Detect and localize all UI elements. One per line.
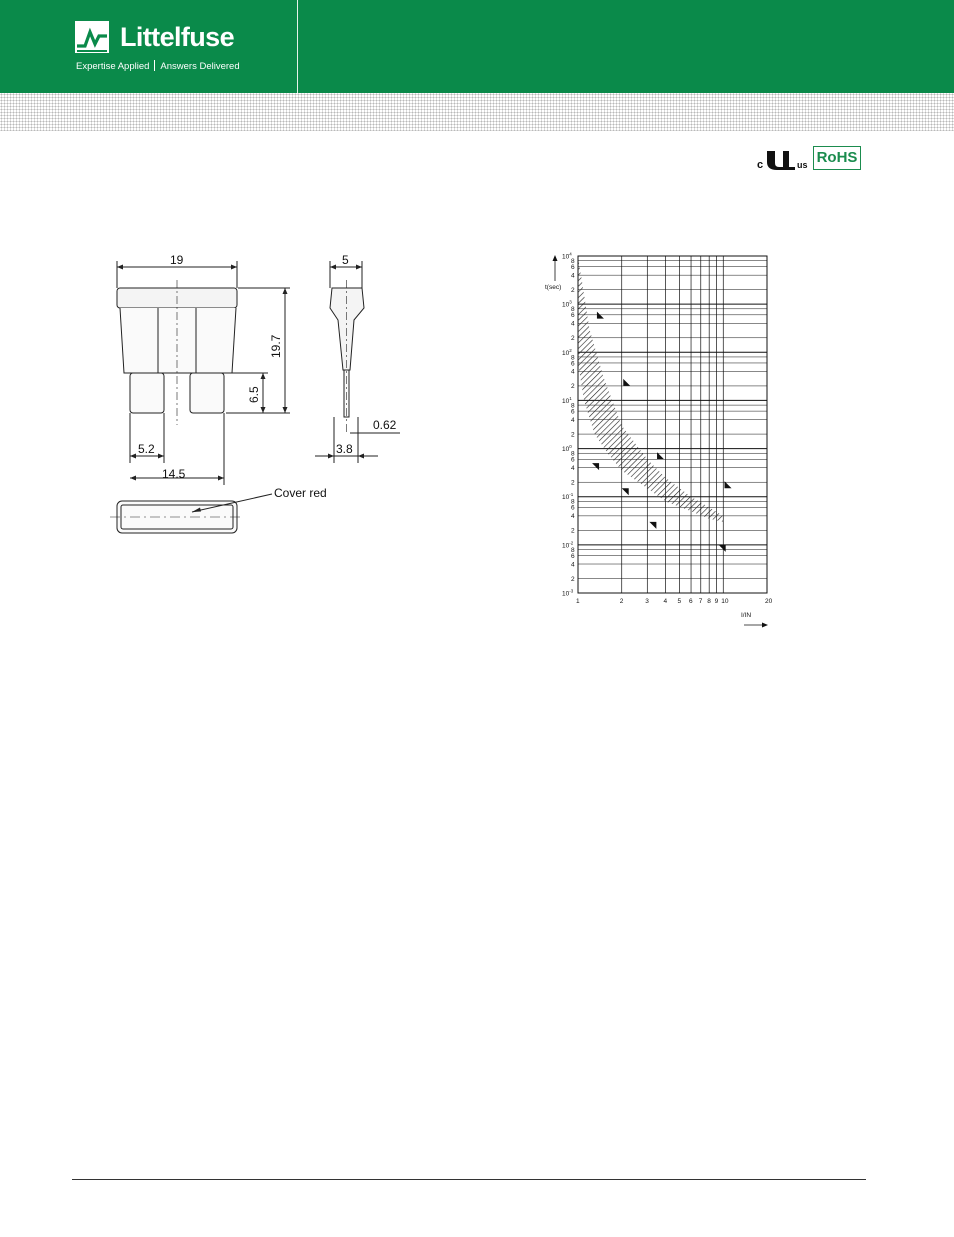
- time-current-chart: [540, 245, 780, 635]
- y-minor-label: 6: [571, 456, 575, 464]
- dim-body-depth-label: 3.8: [336, 442, 353, 456]
- fuse-blade-right: [190, 373, 224, 413]
- footer-rule: [72, 1179, 866, 1180]
- dot-pattern-band: [0, 93, 954, 131]
- y-minor-label: 8: [571, 450, 575, 458]
- dim-blade-width-label: 5.2: [138, 442, 155, 456]
- y-decade-label: $10^4$: [562, 251, 572, 261]
- y-minor-label: 4: [571, 272, 575, 280]
- header-divider: [297, 0, 298, 93]
- y-minor-label: 8: [571, 354, 575, 362]
- y-minor-label: 6: [571, 504, 575, 512]
- y-minor-label: 6: [571, 552, 575, 560]
- y-decade-label: $10^{-1}$: [562, 492, 574, 502]
- y-minor-label: 2: [571, 527, 575, 535]
- y-minor-label: 4: [571, 368, 575, 376]
- ul-us-text: us: [797, 160, 808, 170]
- y-minor-label: 8: [571, 498, 575, 506]
- y-decade-label: $10^3$: [562, 299, 572, 309]
- fuse-side-body: [330, 288, 364, 370]
- tagline: [76, 60, 240, 72]
- fuse-marker: [597, 312, 604, 319]
- y-minor-label: 2: [571, 383, 575, 391]
- tagline-left: Expertise Applied: [76, 61, 150, 72]
- fuse-marker: [592, 463, 599, 470]
- y-minor-label: 2: [571, 286, 575, 294]
- y-minor-label: 6: [571, 408, 575, 416]
- x-tick-label: 20: [765, 598, 773, 605]
- x-tick-label: 10: [721, 598, 729, 605]
- y-decade-label: $10^2$: [562, 347, 572, 357]
- y-minor-label: 2: [571, 335, 575, 343]
- fuse-blade-left: [130, 373, 164, 413]
- x-tick-label: 8: [707, 598, 711, 605]
- y-decade-label: $10^{-3}$: [562, 588, 574, 598]
- y-decade-label: $10^0$: [562, 444, 572, 454]
- y-minor-label: 8: [571, 306, 575, 314]
- fuse-front-housing: [120, 308, 236, 373]
- x-tick-label: 4: [663, 598, 668, 605]
- y-minor-label: 2: [571, 575, 575, 583]
- y-minor-label: 6: [571, 263, 575, 271]
- y-minor-label: 4: [571, 561, 575, 569]
- y-minor-label: 6: [571, 360, 575, 368]
- y-minor-label: 4: [571, 465, 575, 473]
- cover-red-label: Cover red: [274, 486, 327, 500]
- tagline-separator: [154, 60, 155, 71]
- x-tick-label: 7: [698, 598, 703, 605]
- fuse-marker: [649, 522, 656, 529]
- dim-height-label: 19.7: [269, 334, 283, 358]
- x-tick-label: 6: [689, 598, 693, 605]
- x-tick-label: 3: [645, 598, 649, 605]
- fuse-marker: [623, 379, 630, 386]
- y-minor-label: 2: [571, 431, 575, 439]
- fuse-marker: [719, 545, 726, 552]
- y-decade-label: $10^{-2}$: [562, 540, 574, 550]
- header-band: [0, 0, 954, 93]
- rohs-badge: RoHS: [813, 146, 861, 170]
- x-tick-label: 9: [714, 598, 719, 605]
- x-tick-label: 5: [677, 598, 682, 605]
- x-tick-label: 2: [619, 598, 624, 605]
- fuse-marker: [622, 488, 629, 495]
- y-minor-label: 6: [571, 312, 575, 320]
- y-axis-label: t(sec): [545, 284, 562, 291]
- dim-blade-spacing-label: 14.5: [162, 467, 186, 481]
- tagline-right: Answers Delivered: [160, 61, 240, 72]
- y-minor-label: 4: [571, 416, 575, 424]
- dim-thickness-label: 5: [342, 253, 349, 267]
- x-axis-label: I/IN: [741, 612, 752, 619]
- brand-name: Littelfuse: [120, 22, 235, 52]
- ul-recognized-icon: [757, 146, 811, 172]
- dim-width-label: 19: [170, 253, 184, 267]
- y-minor-label: 8: [571, 546, 575, 554]
- x-tick-label: 1: [576, 598, 580, 605]
- ul-c-text: c: [757, 159, 764, 171]
- y-minor-label: 8: [571, 402, 575, 410]
- littelfuse-logo-icon: [74, 20, 112, 54]
- y-decade-label: $10^1$: [562, 395, 572, 405]
- y-minor-label: 2: [571, 479, 575, 487]
- dim-blade-length-label: 6.5: [247, 386, 261, 403]
- fuse-dimension-drawing: [100, 245, 520, 545]
- y-minor-label: 4: [571, 320, 575, 328]
- dim-blade-thickness-label: 0.62: [373, 418, 397, 432]
- y-minor-label: 8: [571, 257, 575, 265]
- y-minor-label: 4: [571, 513, 575, 521]
